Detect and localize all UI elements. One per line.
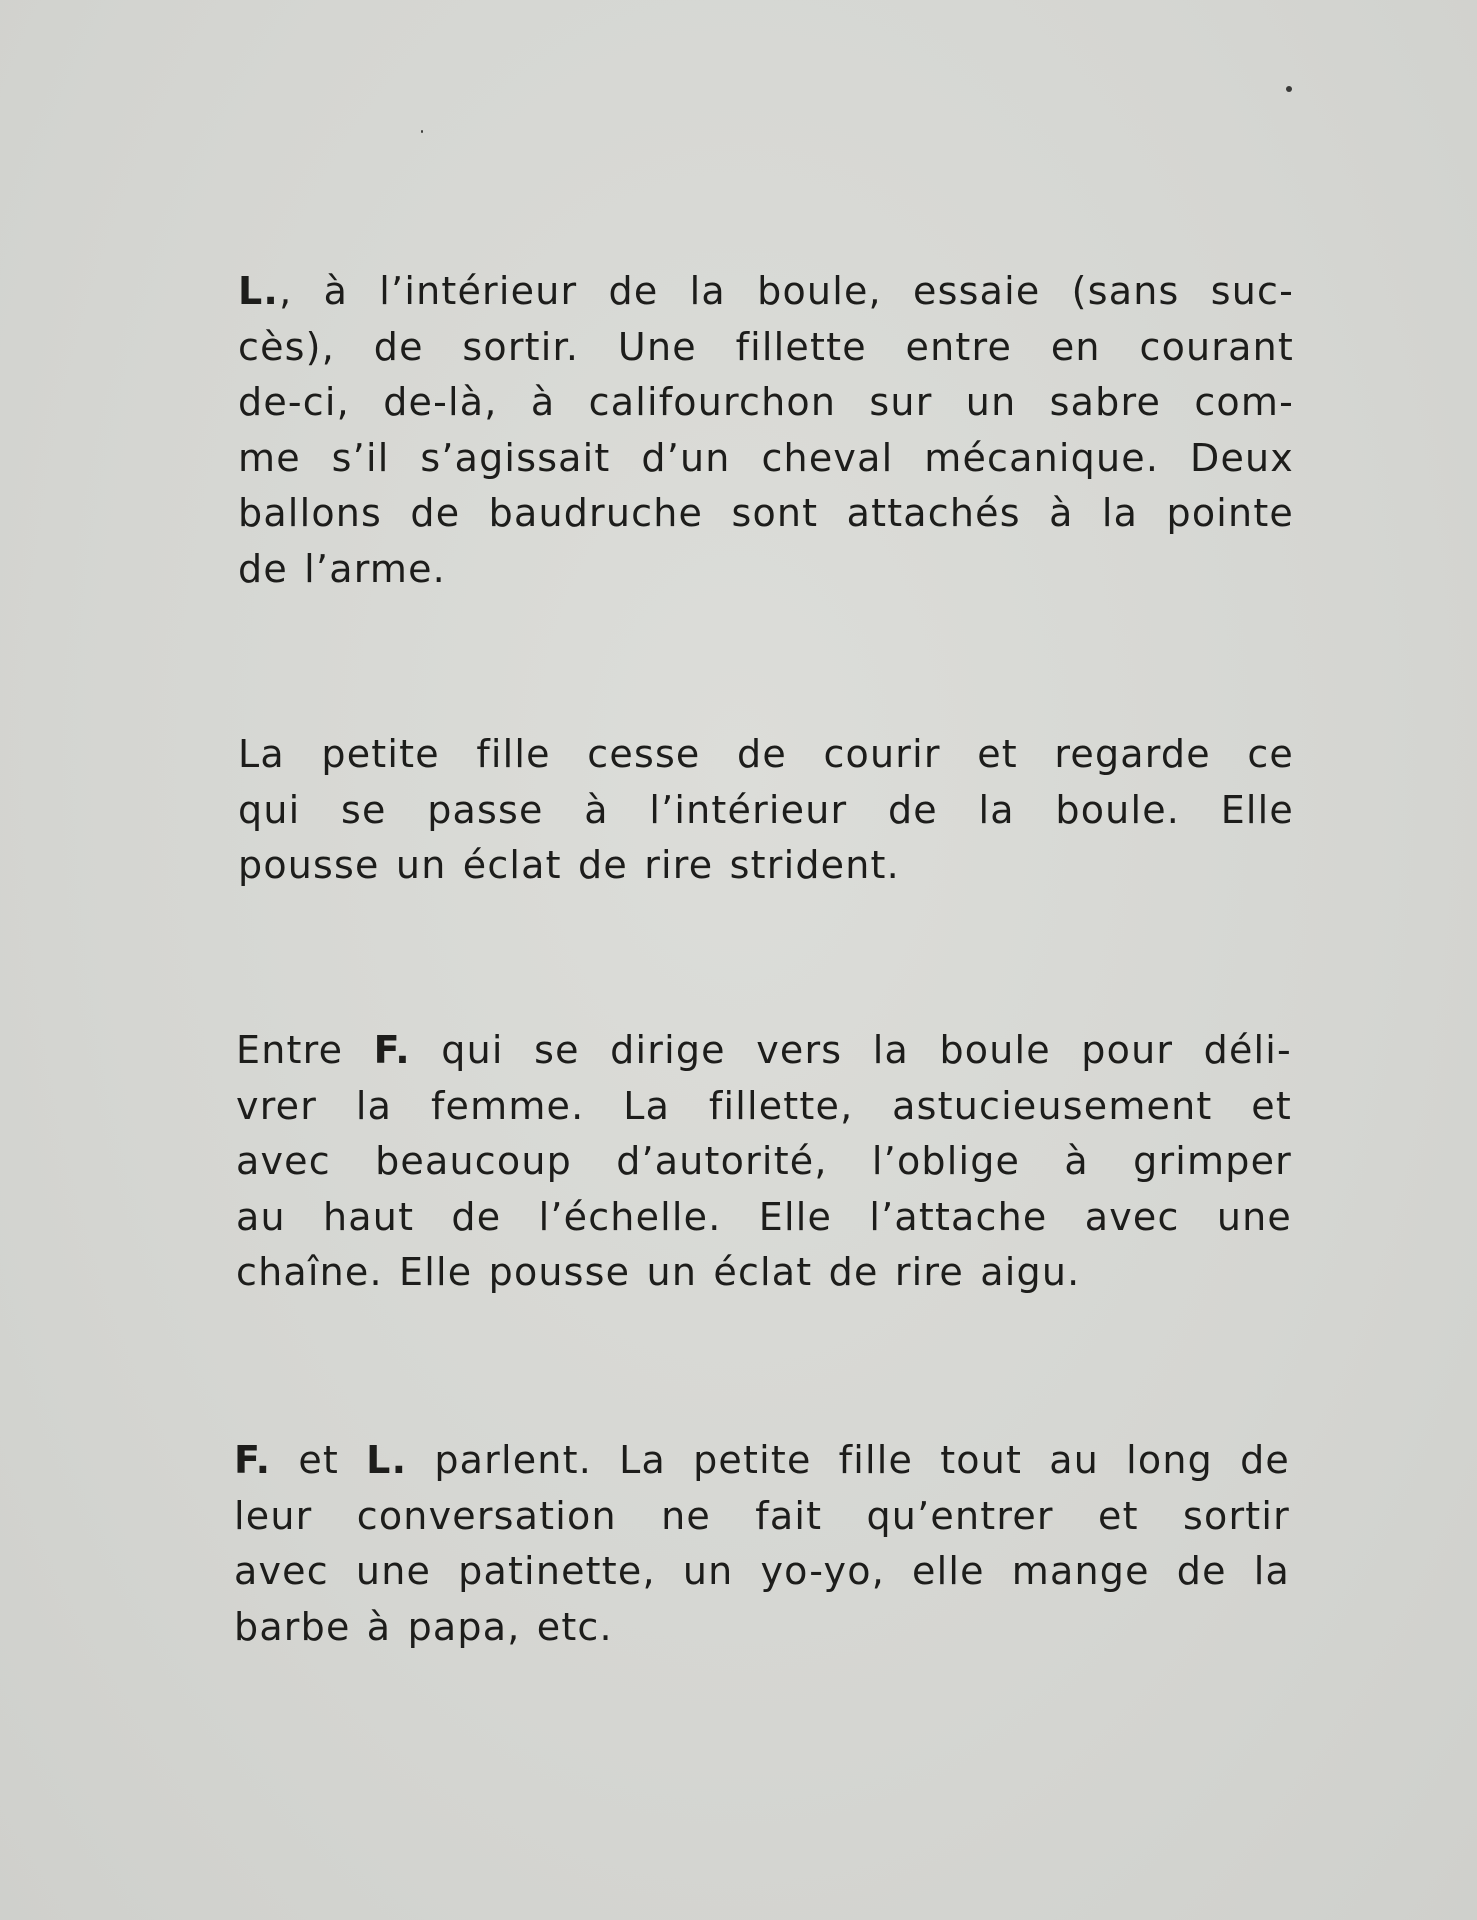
text-line: barbe à papa, etc.	[234, 1604, 613, 1649]
paragraph-3	[236, 1023, 1292, 1301]
paragraph-4	[234, 1433, 1290, 1655]
text-line	[236, 1023, 1292, 1079]
line-text: , à l’intérieur de la boule, essaie (sans suc-	[279, 269, 1294, 313]
character-abbreviation: L.	[366, 1438, 408, 1482]
text-line: au haut de l’échelle. Elle l’attache avec une	[236, 1194, 1292, 1239]
character-abbreviation: L.	[238, 269, 280, 313]
text-line: chaîne. Elle pousse un éclat de rire aigu.	[236, 1250, 1081, 1294]
character-abbreviation: F.	[373, 1028, 411, 1072]
ink-speck	[1286, 86, 1292, 92]
text-line: de-ci, de-là, à califourchon sur un sabre com-	[238, 380, 1294, 424]
text-line: ballons de baudruche sont attachés à la pointe	[238, 491, 1294, 535]
paragraph-2	[238, 727, 1294, 894]
text-line: me s’il s’agissait d’un cheval mécanique. Deux	[238, 435, 1294, 480]
text-line: qui se passe à l’intérieur de la boule. Elle	[238, 787, 1294, 832]
text-line: pousse un éclat de rire strident.	[238, 843, 900, 887]
text-line: leur conversation ne fait qu’entrer et sortir	[234, 1493, 1290, 1538]
text-line: avec beaucoup d’autorité, l’oblige à grimper	[236, 1139, 1292, 1183]
line-text: parlent. La petite fille tout au long de	[407, 1438, 1290, 1482]
character-abbreviation: F.	[234, 1438, 272, 1482]
text-line: vrer la femme. La fillette, astucieusement et	[236, 1083, 1292, 1128]
text-line: avec une patinette, un yo-yo, elle mange de la	[234, 1549, 1290, 1593]
text-line: cès), de sortir. Une fillette entre en courant	[238, 324, 1294, 369]
text-line: La petite fille cesse de courir et regarde ce	[238, 732, 1294, 776]
text-line	[234, 1433, 1290, 1489]
line-text: et	[271, 1438, 367, 1482]
ink-speck	[421, 130, 423, 133]
text-line: de l’arme.	[238, 546, 446, 591]
paragraph-1	[238, 264, 1294, 597]
line-text: Entre	[236, 1028, 374, 1072]
line-text: qui se dirige vers la boule pour déli-	[410, 1028, 1292, 1072]
text-line	[238, 264, 1294, 320]
